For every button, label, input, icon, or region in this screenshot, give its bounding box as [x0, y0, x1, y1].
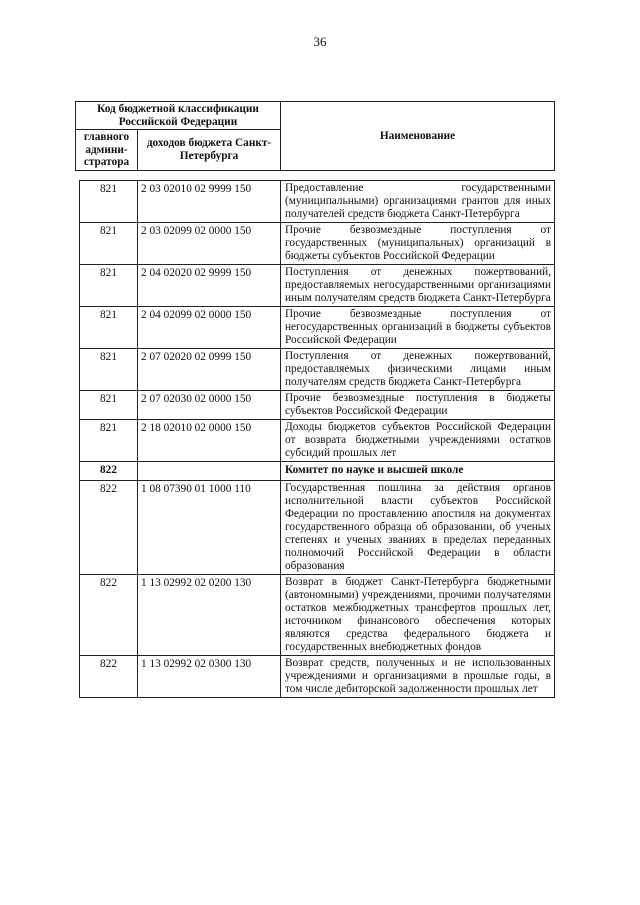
- section-row: [80, 462, 555, 481]
- income-code-cell: 2 18 02010 02 0000 150: [138, 420, 281, 462]
- header-name: Наименование: [281, 102, 555, 171]
- income-code-cell: [138, 462, 281, 481]
- admin-code-cell: 821: [80, 181, 138, 223]
- name-cell: Поступления от денежных пожертвований, предоставляемых негосударственными организациями иным получателям средств бюджета Санкт-Петербурга: [281, 265, 555, 307]
- table-row: [80, 481, 555, 575]
- page-number: 36: [313, 34, 327, 49]
- name-cell: Поступления от денежных пожертвований, предоставляемых физическими лицами иным получателям средств бюджета Санкт-Петербурга: [281, 349, 555, 391]
- table-row: [80, 349, 555, 391]
- admin-code-cell: 821: [80, 307, 138, 349]
- name-cell: Возврат в бюджет Санкт-Петербурга бюджетными (автономными) учреждениями, прочими получателями остатков межбюджетных трансфертов прошлых лет, источником финансового обеспечения которых являются средства федерального бюджета и государственных внебюджетных фондов: [281, 575, 555, 656]
- name-cell: Государственная пошлина за действия органов исполнительной власти субъектов Российской Федерации по проставлению апостиля на документах государственного образца об образовании, об ученых степенях и ученых званиях в пределах переданных полномочий Российской Федерации в области образования: [281, 481, 555, 575]
- table-header: [75, 101, 555, 171]
- income-code-cell: 1 13 02992 02 0300 130: [138, 656, 281, 698]
- table-row: [80, 265, 555, 307]
- name-cell: Доходы бюджетов субъектов Российской Федерации от возврата бюджетными учреждениями остатков субсидий прошлых лет: [281, 420, 555, 462]
- name-cell: Возврат средств, полученных и не использованных учреждениями и организациями в прошлые годы, в том числе дебиторской задолженности прошлых лет: [281, 656, 555, 698]
- name-cell: Прочие безвозмездные поступления от государственных (муниципальных) организаций в бюджеты субъектов Российской Федерации: [281, 223, 555, 265]
- income-code-cell: 2 03 02010 02 9999 150: [138, 181, 281, 223]
- admin-code-cell: 822: [80, 656, 138, 698]
- header-code-group: Код бюджетной классификации Российской Федерации: [76, 102, 281, 130]
- header-admin: главного админи-стратора: [76, 130, 138, 171]
- table-row: [80, 420, 555, 462]
- admin-code-cell: 821: [80, 265, 138, 307]
- admin-code-cell: 822: [80, 462, 138, 481]
- header-income: доходов бюджета Санкт-Петербурга: [138, 130, 281, 171]
- admin-code-cell: 821: [80, 349, 138, 391]
- income-code-cell: 2 03 02099 02 0000 150: [138, 223, 281, 265]
- admin-code-cell: 821: [80, 391, 138, 420]
- income-code-cell: 1 08 07390 01 1000 110: [138, 481, 281, 575]
- income-code-cell: 2 07 02030 02 0000 150: [138, 391, 281, 420]
- table-row: [80, 391, 555, 420]
- name-cell: Прочие безвозмездные поступления в бюджеты субъектов Российской Федерации: [281, 391, 555, 420]
- revenue-codes-table: [79, 180, 555, 698]
- name-cell: Прочие безвозмездные поступления от негосударственных организаций в бюджеты субъектов Российской Федерации: [281, 307, 555, 349]
- name-cell: Комитет по науке и высшей школе: [281, 462, 555, 481]
- table-row: [80, 307, 555, 349]
- table-row: [80, 181, 555, 223]
- name-cell: Предоставление государственными (муниципальными) организациями грантов для иных получателей средств бюджета Санкт-Петербурга: [281, 181, 555, 223]
- admin-code-cell: 821: [80, 223, 138, 265]
- income-code-cell: 2 07 02020 02 0999 150: [138, 349, 281, 391]
- admin-code-cell: 822: [80, 575, 138, 656]
- table-row: [80, 656, 555, 698]
- income-code-cell: 2 04 02020 02 9999 150: [138, 265, 281, 307]
- table-row: [80, 575, 555, 656]
- table-row: [80, 223, 555, 265]
- income-code-cell: 2 04 02099 02 0000 150: [138, 307, 281, 349]
- admin-code-cell: 821: [80, 420, 138, 462]
- admin-code-cell: 822: [80, 481, 138, 575]
- income-code-cell: 1 13 02992 02 0200 130: [138, 575, 281, 656]
